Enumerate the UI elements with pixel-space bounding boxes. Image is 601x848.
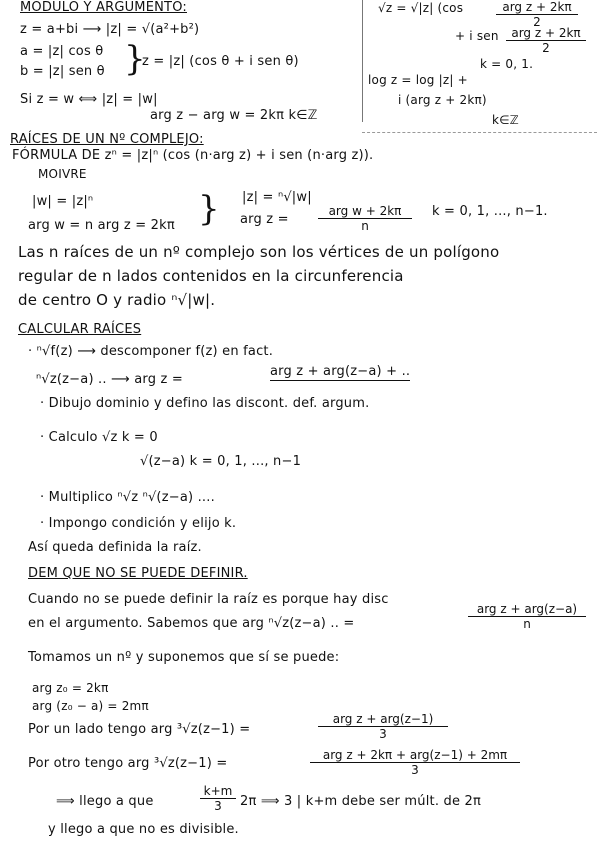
- box-log-line: log z = log |z| +: [368, 73, 468, 87]
- dem-line-9: y llego a que no es divisible.: [48, 822, 239, 837]
- section-title-calcular: CALCULAR RAÍCES: [18, 322, 142, 337]
- box-fraction-2-num: arg z + 2kπ: [506, 26, 586, 41]
- dem-fraction-1-num: arg z + arg(z−a): [468, 602, 586, 617]
- roots-arg-w: arg w = n arg z = 2kπ: [28, 218, 175, 233]
- box-log-arg: i (arg z + 2kπ): [398, 93, 487, 107]
- box-isen-line: + i sen: [455, 29, 499, 43]
- dem-fraction-3: [310, 748, 520, 777]
- calc-step-2-sum: arg z + arg(z−a) + ..: [270, 364, 411, 379]
- dem-line-2: en el argumento. Sabemos que arg ⁿ√z(z−a) .. =: [28, 616, 355, 631]
- box-fraction-2: [506, 26, 586, 55]
- modulo-equality-1: Si z = w ⟺ |z| = |w|: [20, 92, 158, 107]
- calc-step-1: · ⁿ√f(z) ⟶ descomponer f(z) en fact.: [28, 344, 274, 359]
- modulo-line-a: a = |z| cos θ: [20, 44, 104, 59]
- dem-line-6: Por un lado tengo arg ³√z(z−1) =: [28, 722, 251, 737]
- calc-step-3: · Dibujo dominio y defino las discont. def. argum.: [40, 396, 370, 411]
- calc-step-4b: √(z−a) k = 0, 1, ..., n−1: [140, 454, 302, 469]
- calc-step-6: · Impongo condición y elijo k.: [40, 516, 237, 531]
- dem-fraction-2: [318, 712, 448, 741]
- dem-line-7: Por otro tengo arg ³√z(z−1) =: [28, 756, 228, 771]
- calc-conclusion: Así queda definida la raíz.: [28, 540, 202, 555]
- section-title-modulo: MÓDULO Y ARGUMENTO:: [20, 0, 187, 15]
- dem-line-8: ⟹ llego a que: [56, 794, 154, 809]
- box-sqrt-line: √z = √|z| (cos: [378, 1, 464, 15]
- dem-fraction-1: [468, 602, 586, 631]
- roots-paragraph-2: regular de n lados contenidos en la circunferencia: [18, 267, 404, 285]
- modulo-line-b: b = |z| sen θ: [20, 64, 105, 79]
- brace-left-modulo: }: [124, 39, 146, 79]
- dem-fraction-4: [200, 784, 236, 813]
- roots-arg-fraction: [318, 204, 412, 233]
- dem-fraction-4-den: 3: [214, 799, 222, 813]
- roots-k-range: k = 0, 1, ..., n−1.: [432, 204, 548, 219]
- calc-step-2: ⁿ√z(z−a) .. ⟶ arg z =: [36, 372, 183, 387]
- roots-modulus-w: |w| = |z|ⁿ: [32, 194, 94, 209]
- roots-arg-z: arg z =: [240, 212, 289, 227]
- box-k-integer: k∈ℤ: [492, 113, 519, 127]
- box-fraction-2-den: 2: [542, 41, 550, 55]
- roots-arg-fraction-num: arg w + 2kπ: [318, 204, 412, 219]
- section-title-dem: DEM QUE NO SE PUEDE DEFINIR.: [28, 566, 248, 581]
- dem-arg-z0: arg z₀ = 2kπ: [32, 681, 109, 695]
- dem-fraction-3-den: 3: [411, 763, 419, 777]
- dem-fraction-2-num: arg z + arg(z−1): [318, 712, 448, 727]
- box-fraction-1: [496, 0, 578, 29]
- modulo-polar-form: z = |z| (cos θ + i sen θ): [142, 54, 299, 69]
- calc-step-5: · Multiplico ⁿ√z ⁿ√(z−a) ....: [40, 490, 215, 505]
- dem-fraction-4-num: k+m: [200, 784, 236, 799]
- dem-line-3: Tomamos un nº y suponemos que sí se puede:: [28, 650, 340, 665]
- box-bottom-border: [362, 132, 597, 133]
- section-title-raices: RAÍCES DE UN Nº COMPLEJO:: [10, 132, 204, 147]
- calc-step-4a: · Calculo √z k = 0: [40, 430, 158, 445]
- dem-fraction-1-den: n: [523, 617, 531, 631]
- dem-line-1: Cuando no se puede definir la raíz es porque hay disc: [28, 592, 389, 607]
- modulo-equality-2: arg z − arg w = 2kπ k∈ℤ: [150, 108, 318, 123]
- box-k-values: k = 0, 1.: [480, 57, 534, 71]
- roots-modulus-z: |z| = ⁿ√|w|: [242, 190, 312, 205]
- dem-line-8-end: 2π ⟹ 3 | k+m debe ser múlt. de 2π: [240, 794, 481, 809]
- modulo-line-1: z = a+bi ⟶ |z| = √(a²+b²): [20, 22, 200, 37]
- box-fraction-1-den: 2: [533, 15, 541, 29]
- box-left-border: [362, 0, 363, 122]
- roots-arg-fraction-den: n: [361, 219, 369, 233]
- dem-fraction-2-den: 3: [379, 727, 387, 741]
- roots-paragraph-3: de centro O y radio ⁿ√|w|.: [18, 291, 216, 309]
- box-fraction-1-num: arg z + 2kπ: [496, 0, 578, 15]
- dem-arg-z0-a: arg (z₀ − a) = 2mπ: [32, 699, 149, 713]
- brace-roots: }: [198, 189, 220, 229]
- roots-paragraph-1: Las n raíces de un nº complejo son los vértices de un polígono: [18, 243, 500, 261]
- dem-fraction-3-num: arg z + 2kπ + arg(z−1) + 2mπ: [310, 748, 520, 763]
- moivre-label: MOIVRE: [38, 167, 87, 181]
- moivre-formula: FÓRMULA DE zⁿ = |z|ⁿ (cos (n·arg z) + i sen (n·arg z)).: [12, 148, 374, 163]
